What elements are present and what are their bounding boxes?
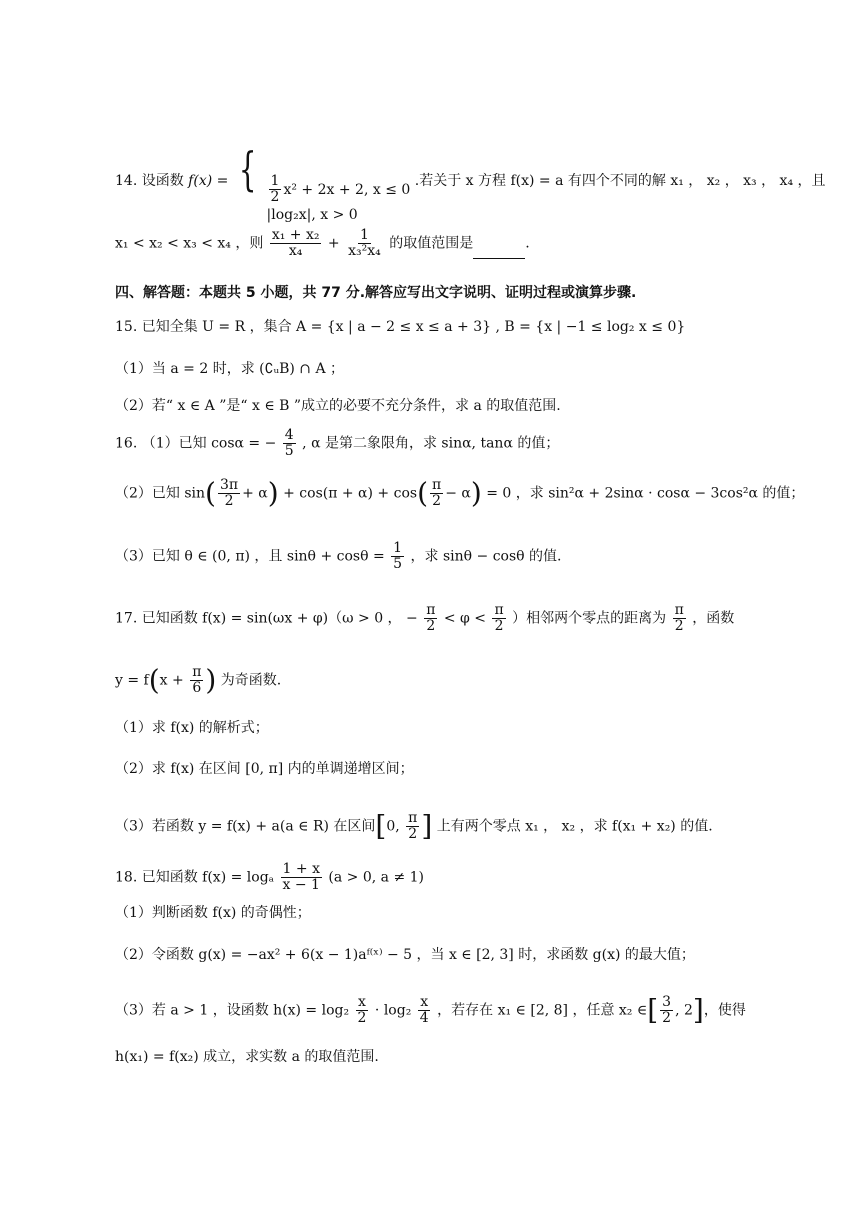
frac-num: π	[494, 602, 504, 618]
q17-l2-c: 为奇函数.	[220, 672, 282, 689]
q16-p3-frac	[391, 541, 404, 572]
frac-den: 2	[674, 618, 684, 634]
frac-num: 3	[662, 994, 672, 1010]
frac-num: π	[426, 602, 436, 618]
q16-p2-d: − α	[445, 485, 471, 502]
q16-p2-frac2	[430, 478, 443, 509]
frac-den: 5	[393, 556, 403, 572]
frac-num: 4	[284, 427, 294, 443]
frac-num: 1	[359, 227, 369, 243]
q18-part3: （3）若 a > 1 ，设函数 h(x) = log₂ $\frac{x}{2}$ · log₂ $\frac{x}{4}$ ，若存在 x₁ ∈ [2, 8] ，任意 x₂ ∈[ $\frac{3}{2}$ , 2]，使得	[115, 993, 746, 1027]
q18-stem	[115, 862, 424, 893]
q15-stem: 15. 已知全集 U = R ，集合 A = {x | a − 2 ≤ x ≤ a + 3} , B = {x | −1 ≤ log₂ x ≤ 0}	[115, 319, 686, 335]
q14-text: 14. 设函数	[115, 173, 189, 189]
q17-p3-frac	[406, 811, 419, 842]
q16-text-b: , α 是第二象限角，求 sinα, tanα 的值；	[302, 435, 560, 452]
q14-range-text: 的取值范围是	[389, 235, 474, 252]
q17-frac1	[424, 603, 437, 634]
frac-den: 2	[494, 618, 504, 634]
q17-l2-b: x +	[159, 672, 184, 689]
q16-p3-a: （3）已知 θ ∈ (0, π) ，且 sinθ + cosθ =	[115, 548, 385, 565]
frac-num: x₁ + x₂	[271, 227, 320, 243]
answer-blank	[473, 244, 525, 259]
q18-p3-frac3	[660, 995, 673, 1026]
piecewise-cases	[267, 174, 411, 225]
q17-frac3	[673, 603, 686, 634]
frac-num: π	[432, 477, 442, 493]
frac-den: x − 1	[282, 877, 320, 893]
frac-den: 2	[224, 493, 234, 509]
q18-a: 18. 已知函数 f(x) = logₐ	[115, 869, 275, 886]
frac-den: 2	[357, 1010, 367, 1026]
q18-frac	[281, 862, 322, 893]
q17-c: ）相邻两个零点的距离为	[512, 610, 667, 627]
q17-l2-frac	[190, 665, 203, 696]
piece-1-text: x² + 2x + 2, x ≤ 0	[283, 181, 411, 198]
q17-d: ，函数	[692, 610, 735, 627]
frac-num: 3π	[219, 477, 239, 493]
frac-den: x₃²x₄	[348, 243, 381, 259]
q17-frac2	[492, 603, 505, 634]
frac-den: x₄	[288, 243, 303, 259]
q15-part1: （1）当 a = 2 时，求 (∁ᵤB) ∩ A ；	[115, 361, 345, 377]
frac-num: 1	[393, 540, 403, 556]
q18-p3-b: · log₂	[374, 1002, 412, 1019]
q17-p3-c: 上有两个零点 x₁ ， x₂ ，求 f(x₁ + x₂) 的值.	[436, 818, 713, 835]
q16-part2: （2）已知 sin( $\frac{3\pi}{2}$ + α) + cos(π + α) + cos( $\frac{\pi}{2}$ − α) = 0 ，求 sin²α + 2sinα · cosα − 3cos²α 的值；	[115, 476, 805, 510]
q16-frac	[283, 428, 296, 459]
frac-den: 6	[192, 680, 202, 696]
q17-a: 17. 已知函数 f(x) = sin(ωx + φ)（ω > 0 ， −	[115, 610, 418, 627]
q17-line1	[115, 603, 734, 634]
q16-part3	[115, 541, 562, 572]
q17-part2: （2）求 f(x) 在区间 [0, π] 内的单调递增区间；	[115, 761, 414, 777]
q15-part2: （2）若“ x ∈ A ”是“ x ∈ B ”成立的必要不充分条件，求 a 的取值范围.	[115, 398, 561, 414]
q16-p2-e: = 0 ，求 sin²α + 2sinα · cosα − 3cos²α 的值；	[486, 485, 805, 502]
frac-den: 2	[408, 826, 418, 842]
q16-p2-c: + cos(π + α) + cos	[283, 485, 418, 502]
frac-num: π	[674, 602, 684, 618]
half-fraction: $\frac{1}{2}$	[270, 173, 280, 205]
frac-den: 2	[426, 618, 436, 634]
frac-den: 2	[432, 493, 442, 509]
q16-p3-b: ，求 sinθ − cosθ 的值.	[410, 548, 562, 565]
frac-den: 4	[419, 1010, 429, 1026]
q14-line1	[115, 142, 826, 225]
q17-p3-a: （3）若函数 y = f(x) + a(a ∈ R) 在区间	[115, 818, 376, 835]
q17-l2-a: y = f	[115, 672, 149, 689]
q17-part1: （1）求 f(x) 的解析式；	[115, 720, 269, 736]
q14-frac1	[270, 228, 322, 259]
f-of-x: f(x) =	[188, 173, 229, 189]
q17-p3-b: 0,	[386, 818, 400, 835]
frac-num: π	[408, 810, 418, 826]
q16-p2-a: （2）已知 sin	[115, 485, 206, 502]
q18-part2: （2）令函数 g(x) = −ax² + 6(x − 1)aᶠ⁽ˣ⁾ − 5 ，当 x ∈ [2, 3] 时，求函数 g(x) 的最大值；	[115, 947, 695, 963]
q18-p3-frac1	[356, 995, 369, 1026]
q17-line2: y = f(x + $\frac{\pi}{6}$ ) 为奇函数.	[115, 663, 282, 697]
q16-p2-frac1	[218, 478, 240, 509]
q18-p3-c: ，若存在 x₁ ∈ [2, 8] ，任意 x₂ ∈	[437, 1002, 648, 1019]
q18-p3-d: , 2	[675, 1002, 693, 1019]
brace-symbol: {	[238, 142, 257, 196]
q14-text-b: .若关于 x 方程 f(x) = a 有四个不同的解 x₁ ， x₂ ， x₃ ， x₄ ，且	[414, 173, 826, 189]
q18-part1: （1）判断函数 f(x) 的奇偶性；	[115, 905, 311, 921]
frac-num: x	[420, 994, 429, 1010]
q14-frac2	[346, 228, 383, 259]
piece-2-text: |log₂x|, x > 0	[266, 207, 358, 223]
q18-p3-a: （3）若 a > 1 ，设函数 h(x) = log₂	[115, 1002, 350, 1019]
q16-p2-b: + α	[242, 485, 268, 502]
frac-num: π	[192, 664, 202, 680]
q16-text-a: 16. （1）已知 cosα = −	[115, 435, 277, 452]
q18-p3-frac2	[418, 995, 431, 1026]
q16-part1	[115, 428, 559, 459]
q17-b: < φ <	[443, 610, 487, 627]
q18-part3-line2: h(x₁) = f(x₂) 成立，求实数 a 的取值范围.	[115, 1049, 379, 1065]
frac-den: 2	[662, 1010, 672, 1026]
frac-num: x	[358, 994, 366, 1010]
q14-line2: x₁ < x₂ < x₃ < x₄ ，则 $\frac{\text{x₁ + x₂}}{\text{x₄}}$ + $\frac{1}{\text{x₃²x₄}}$ 的取值范围是 .	[115, 227, 530, 259]
frac-den: 5	[284, 443, 294, 459]
piece-1	[267, 174, 411, 205]
q18-b: (a > 0, a ≠ 1)	[328, 869, 425, 886]
frac-num: 1 + x	[282, 861, 320, 877]
q18-p3-e: ，使得	[703, 1002, 746, 1019]
q17-part3: （3）若函数 y = f(x) + a(a ∈ R) 在区间[0, $\frac{\pi}{2}$ ] 上有两个零点 x₁ ， x₂ ，求 f(x₁ + x₂) 的值.	[115, 809, 713, 843]
q14-order: x₁ < x₂ < x₃ < x₄ ，则	[115, 235, 268, 252]
section-heading: 四、解答题：本题共 5 小题，共 77 分.解答应写出文字说明、证明过程或演算步骤.	[115, 285, 637, 301]
